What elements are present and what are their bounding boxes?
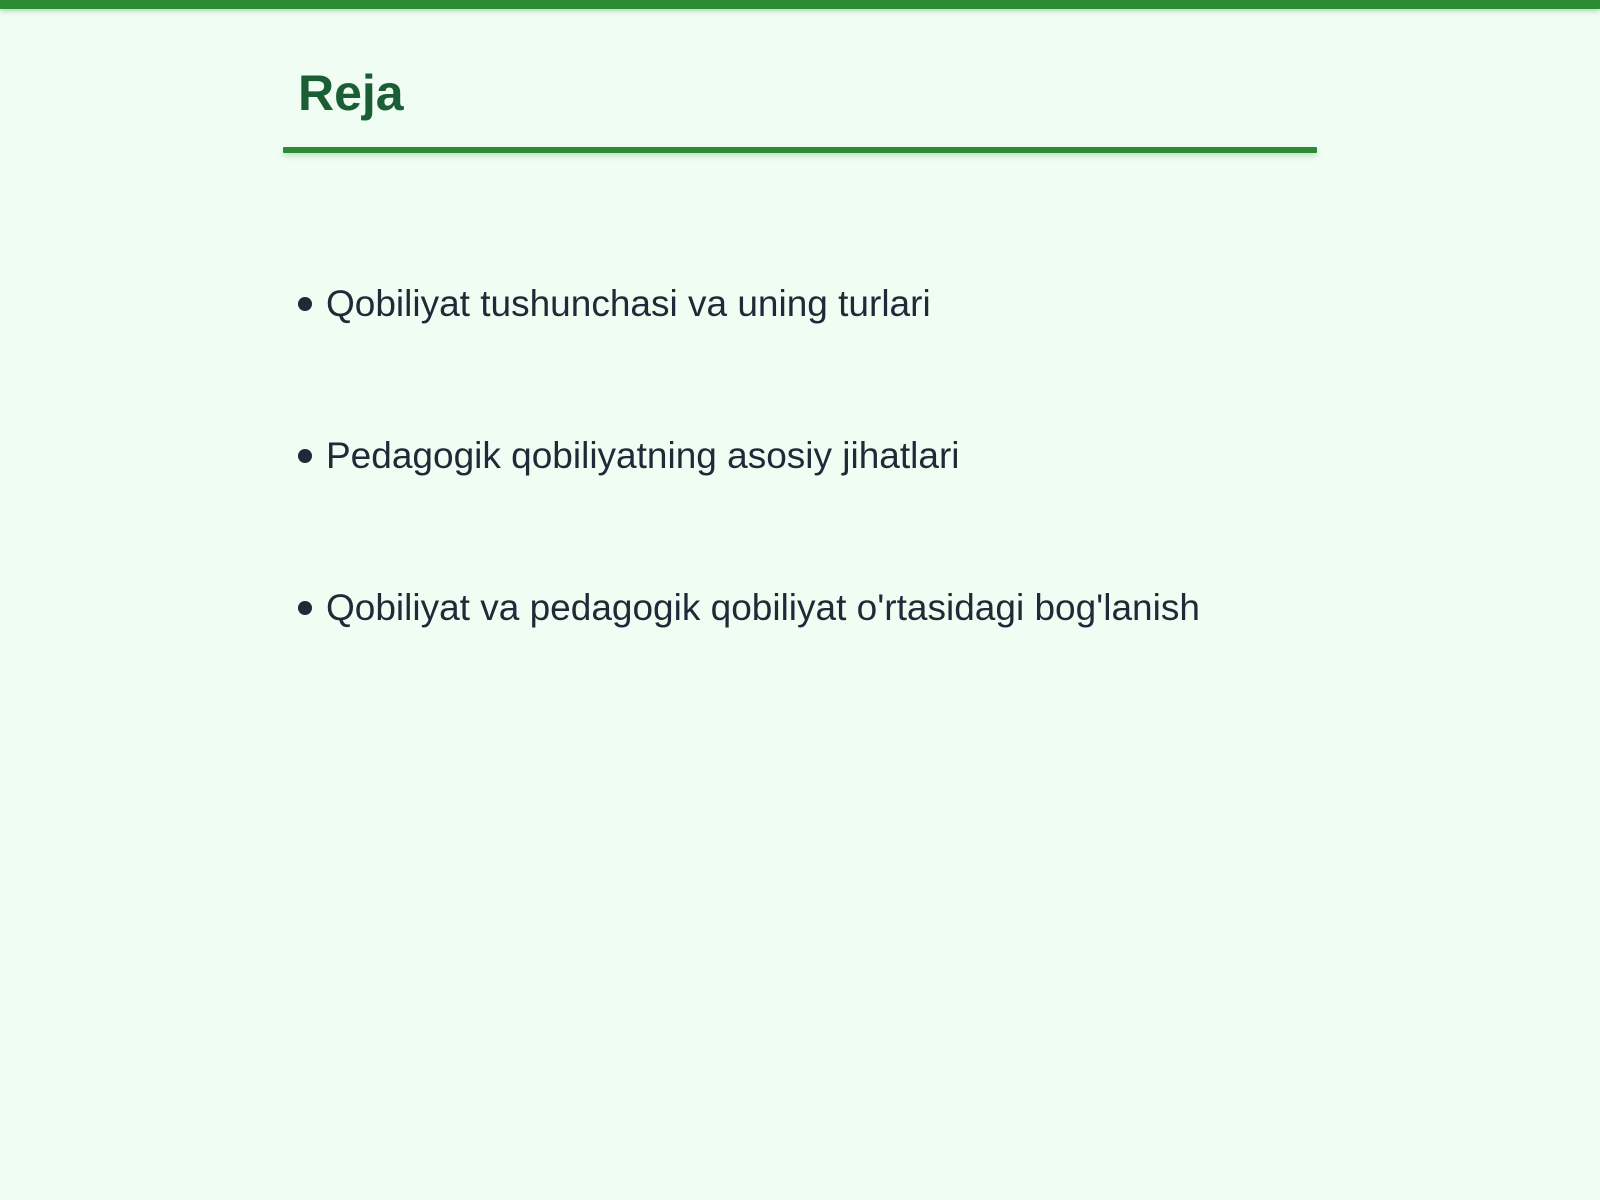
bullet-item <box>298 278 1200 330</box>
bullet-item <box>298 430 1200 482</box>
title-underline <box>283 147 1317 153</box>
bullet-list <box>298 278 1200 734</box>
bullet-text: Qobiliyat va pedagogik qobiliyat o'rtasidagi bog'lanish <box>326 587 1200 628</box>
bullet-text: Pedagogik qobiliyatning asosiy jihatlari <box>326 435 960 476</box>
bullet-item <box>298 582 1200 634</box>
bullet-dot-icon <box>298 297 312 311</box>
bullet-text: Qobiliyat tushunchasi va uning turlari <box>326 283 931 324</box>
bullet-dot-icon <box>298 601 312 615</box>
top-accent-bar <box>0 0 1600 9</box>
slide-title: Reja <box>298 65 404 121</box>
bullet-dot-icon <box>298 449 312 463</box>
